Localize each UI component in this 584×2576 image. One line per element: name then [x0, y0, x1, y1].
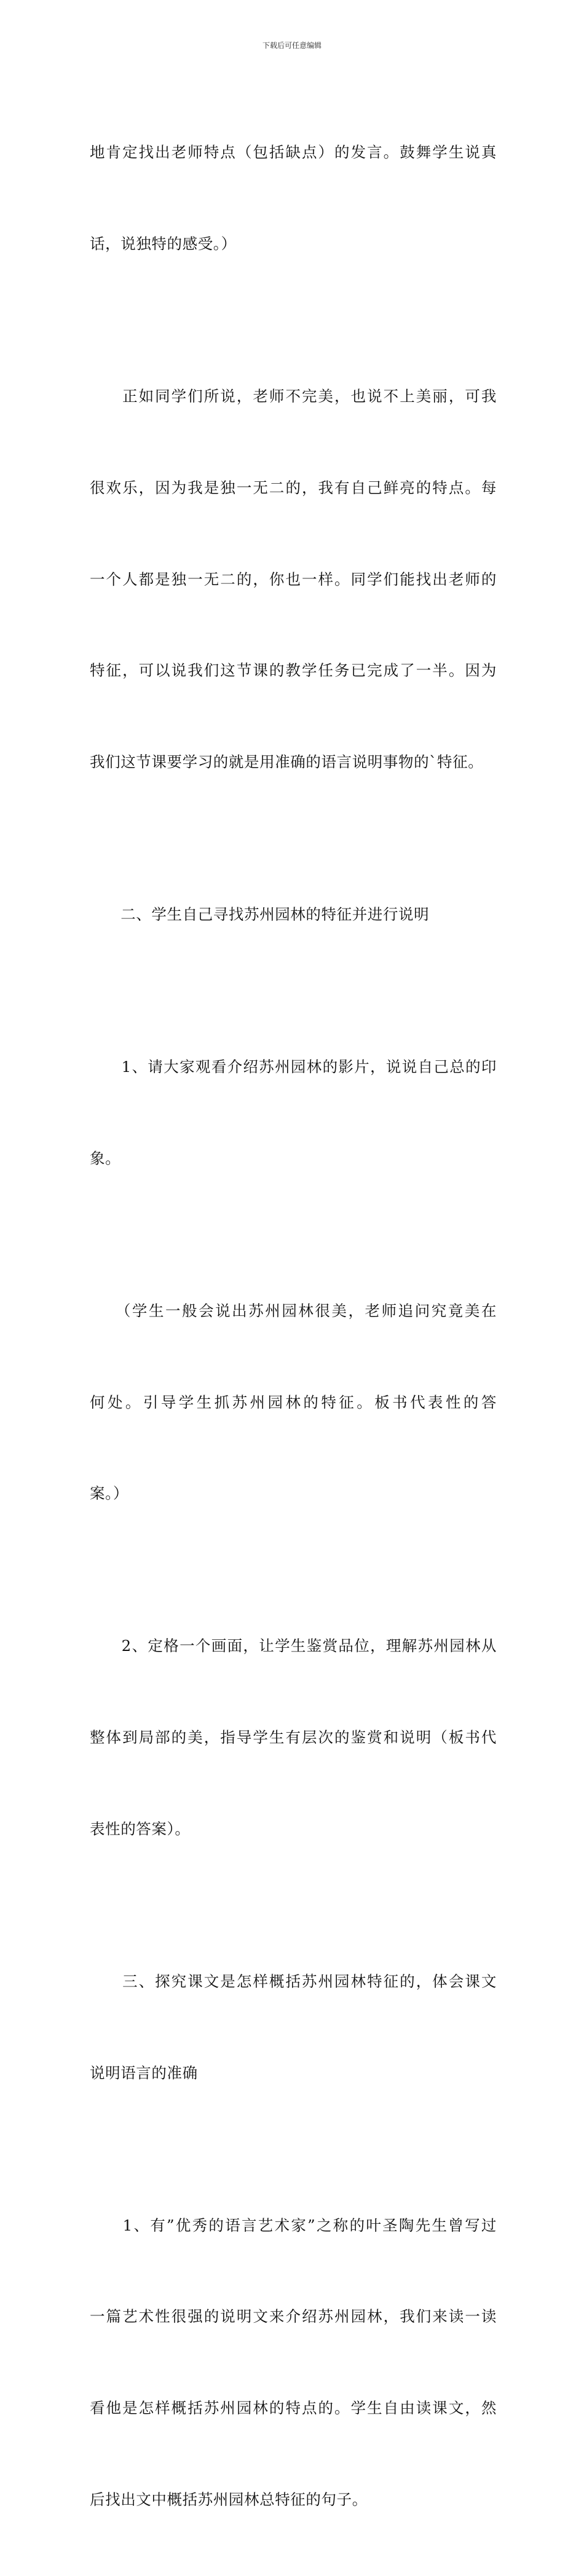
text-line: 看他是怎样概括苏州园林的特点的。学生自由读课文，然 — [90, 2399, 497, 2417]
text-line: 很欢乐，因为我是独一无二的，我有自己鲜亮的特点。每 — [90, 478, 497, 497]
text-line: 1、有”优秀的语言艺术家”之称的叶圣陶先生曾写过 — [90, 2216, 497, 2234]
text-line: 后找出文中概括苏州园林总特征的句子。 — [90, 2490, 368, 2508]
text-line: （学生一般会说出苏州园林很美，老师追问究竟美在 — [90, 1301, 497, 1320]
paragraph-7 — [90, 1905, 497, 2149]
text-line: 我们这节课要学习的就是用准确的语言说明事物的`特征。 — [90, 753, 484, 771]
text-line: 表性的答案）。 — [90, 1819, 191, 1838]
section-heading: 二、学生自己寻找苏州园林的特征并进行说明 — [90, 905, 430, 924]
text-line: 案。） — [90, 1484, 129, 1503]
paragraph-5 — [90, 1235, 497, 1570]
text-line: 特征，可以说我们这节课的教学任务已完成了一半。因为 — [90, 661, 497, 680]
document-body — [90, 76, 497, 2576]
text-line: 一个人都是独一无二的，你也一样。同学们能找出老师的 — [90, 570, 497, 588]
paragraph-2 — [90, 320, 497, 838]
text-line: 2、定格一个画面，让学生鉴赏品位，理解苏州园林从 — [90, 1637, 497, 1655]
paragraph-6 — [90, 1570, 497, 1905]
text-line: 正如同学们所说，老师不完美，也说不上美丽，可我 — [90, 387, 497, 405]
section-heading: 说明语言的准确 — [90, 2063, 198, 2082]
text-line: 整体到局部的美，指导学生有层次的鉴赏和说明（板书代 — [90, 1728, 497, 1747]
text-line: 1、请大家观看介绍苏州园林的影片，说说自己总的印 — [90, 1058, 497, 1076]
paragraph-1 — [90, 76, 497, 320]
paragraph-4 — [90, 991, 497, 1235]
paragraph-3 — [90, 838, 497, 991]
text-line: 何处。引导学生抓苏州园林的特征。板书代表性的答 — [90, 1393, 497, 1411]
text-line: 话，说独特的感受。） — [90, 234, 237, 253]
text-line: 象。 — [90, 1149, 121, 1167]
section-heading: 三、探究课文是怎样概括苏州园林特征的，体会课文 — [90, 1972, 497, 1990]
paragraph-8 — [90, 2149, 497, 2575]
text-line: 一篇艺术性很强的说明文来介绍苏州园林，我们来读一读 — [90, 2307, 497, 2326]
page-header: 下载后可任意编辑 — [262, 41, 322, 50]
text-line: 地肯定找出老师特点（包括缺点）的发言。鼓舞学生说真 — [90, 143, 497, 162]
